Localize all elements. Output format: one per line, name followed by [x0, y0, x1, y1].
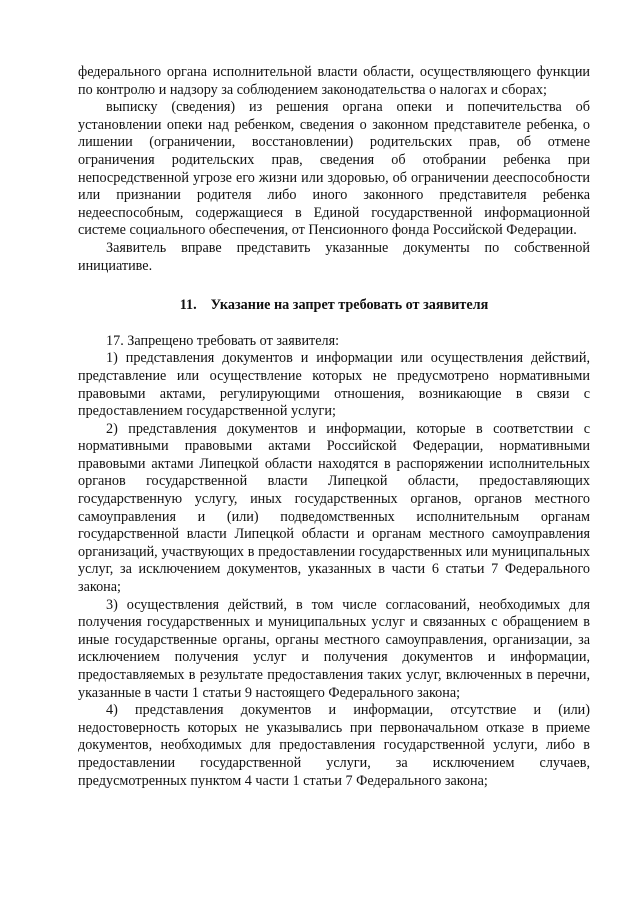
paragraph-tax-authority: федерального органа исполнительной власти области, осуществляющего функции по контролю и надзору за соблюдением законодательства о налогах и сборах; — [78, 64, 590, 98]
paragraph-subitem-4: 4) представления документов и информации, отсутствие и (или) недостоверность которых не указывались при первоначальном отказе в приеме документов, необходимых для предоставления государственной услуги, либо в предоставлении государственной услуги, за исключением случаев, предусмотренных пунктом 4 части 1 статьи 7 Федерального закона; — [78, 702, 590, 789]
section-number: 11. — [179, 297, 197, 314]
paragraph-subitem-2: 2) представления документов и информации, которые в соответствии с нормативными правовыми актами Российской Федерации, нормативными правовыми актами Липецкой области находятся в распоряжении исполнительных органов государственной власти Липецкой области, предоставляющих государственную услугу, иных государственных органов, органов местного самоуправления и (или) подведомственных исполнительным органам государственной власти Липецкой области и органам местного самоуправления организаций, участвующих в предоставлении государственных или муниципальных услуг, за исключением документов, указанных в части 6 статьи 7 Федерального закона; — [78, 420, 590, 596]
paragraph-subitem-1: 1) представления документов и информации или осуществления действий, представление или осуществление которых не предусмотрено нормативными правовыми актами, регулирующими отношения, возникающие в связи с предоставлением государственной услуги; — [78, 350, 590, 420]
paragraph-guardianship-extract: выписку (сведения) из решения органа опеки и попечительства об установлении опеки над ребенком, сведения о законном представителе ребенка, о лишении (ограничении, восстановлении) родительских прав, об отмене ограничения родительских прав, сведения об отобрании ребенка при непосредственной угрозе его жизни или здоровью, об ограничении дееспособности или признании родителя либо иного законного представителя ребенка недееспособным, содержащиеся в Единой государственной информационной системе социального обеспечения, от Пенсионного фонда Российской Федерации. — [78, 99, 590, 239]
paragraph-own-initiative: Заявитель вправе представить указанные документы по собственной инициативе. — [78, 239, 590, 274]
section-title: Указание на запрет требовать от заявителя — [210, 297, 489, 314]
section-heading — [78, 297, 590, 315]
paragraph-item-17: 17. Запрещено требовать от заявителя: — [106, 332, 340, 349]
paragraph-subitem-3: 3) осуществления действий, в том числе согласований, необходимых для получения государственных и муниципальных услуг и связанных с обращением в иные государственные органы, органы местного самоуправления, организации, за исключением получения услуг и получения документов и информации, предоставляемых в результате предоставления таких услуг, включенных в перечни, указанные в части 1 статьи 9 настоящего Федерального закона; — [78, 596, 590, 701]
